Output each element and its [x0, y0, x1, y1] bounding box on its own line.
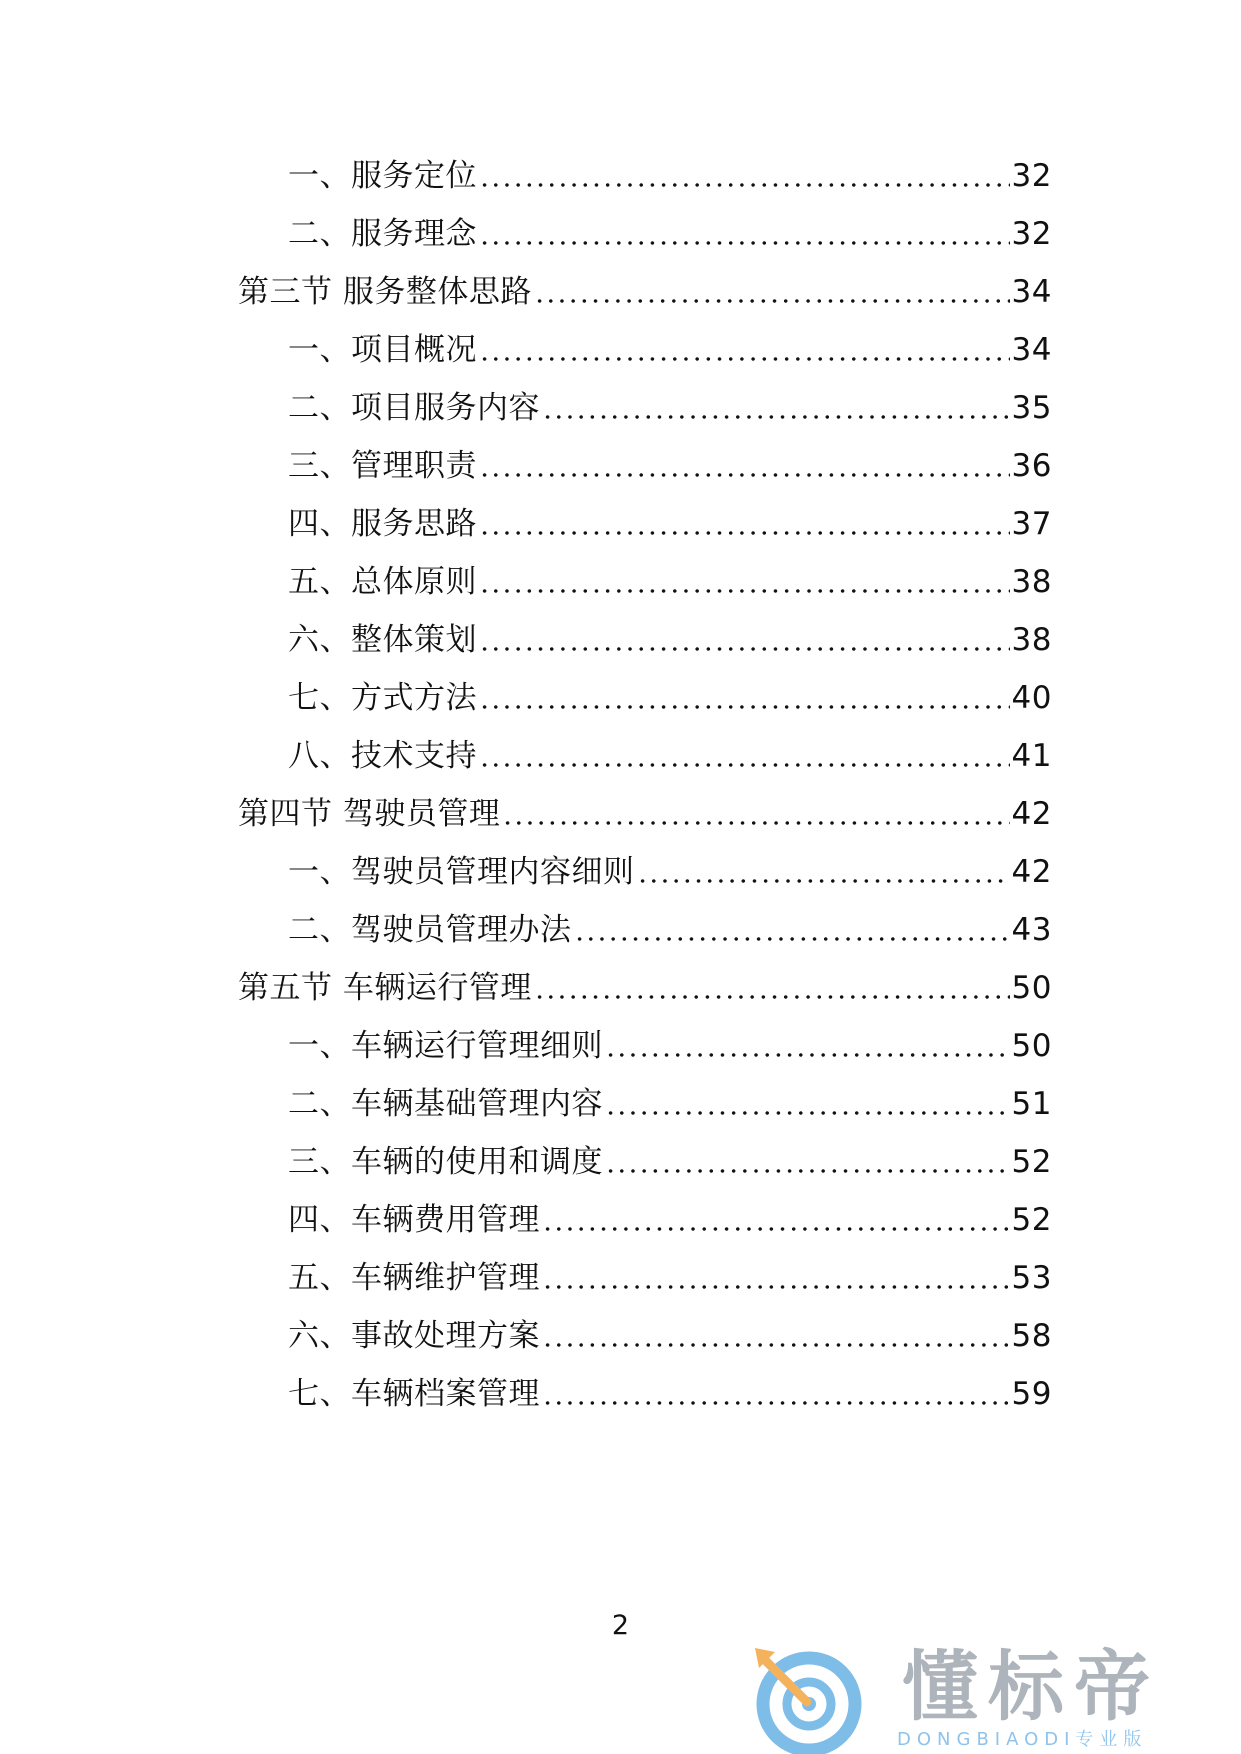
toc-dot-leader: [479, 241, 1010, 245]
toc-page-number: 51: [1011, 1086, 1052, 1122]
toc-page-number: 37: [1011, 506, 1052, 542]
toc-dot-leader: [542, 415, 1010, 419]
toc-dot-leader: [479, 589, 1010, 593]
toc-dot-leader: [479, 647, 1010, 651]
toc-entry-title: 六、事故处理方案: [288, 1318, 540, 1354]
toc-entry[interactable]: [288, 1308, 1052, 1356]
toc-entry-title: 一、车辆运行管理细则: [288, 1028, 603, 1064]
toc-entry[interactable]: [288, 438, 1052, 486]
toc-dot-leader: [574, 937, 1010, 941]
toc-entry-title: 二、服务理念: [288, 216, 477, 252]
toc-entry-title: 六、整体策划: [288, 622, 477, 658]
toc-dot-leader: [605, 1111, 1010, 1115]
toc-dot-leader: [605, 1053, 1010, 1057]
toc-page-number: 32: [1011, 158, 1052, 194]
toc-page-number: 42: [1011, 854, 1052, 890]
toc-page-number: 50: [1011, 1028, 1052, 1064]
toc-dot-leader: [479, 357, 1010, 361]
toc-entry-title: 第五节 车辆运行管理: [238, 970, 532, 1006]
toc-entry[interactable]: [288, 844, 1052, 892]
toc-section-entry[interactable]: [238, 264, 1052, 312]
toc-page-number: 38: [1011, 564, 1052, 600]
toc-entry-title: 五、车辆维护管理: [288, 1260, 540, 1296]
toc-entry[interactable]: [288, 1018, 1052, 1066]
toc-entry-title: 一、驾驶员管理内容细则: [288, 854, 635, 890]
toc-page-number: 35: [1011, 390, 1052, 426]
toc-entry[interactable]: [288, 1250, 1052, 1298]
toc-page-number: 34: [1011, 274, 1052, 310]
toc-entry[interactable]: [288, 1076, 1052, 1124]
toc-entry[interactable]: [288, 206, 1052, 254]
toc-entry[interactable]: [288, 670, 1052, 718]
toc-page-number: 40: [1011, 680, 1052, 716]
toc-page-number: 34: [1011, 332, 1052, 368]
toc-entry[interactable]: [288, 554, 1052, 602]
watermark: [745, 1640, 1241, 1754]
toc-entry[interactable]: [288, 1192, 1052, 1240]
watermark-brand: 懂标帝: [902, 1642, 1160, 1731]
toc-entry-title: 第四节 驾驶员管理: [238, 796, 501, 832]
toc-dot-leader: [502, 821, 1009, 825]
watermark-subtitle: DONGBIAODI专业版: [897, 1729, 1148, 1750]
toc-dot-leader: [542, 1401, 1010, 1405]
toc-dot-leader: [479, 763, 1010, 767]
target-arrow-icon: [745, 1640, 875, 1754]
toc-section-entry[interactable]: [238, 960, 1052, 1008]
toc-entry[interactable]: [288, 902, 1052, 950]
toc-entry-title: 第三节 服务整体思路: [238, 274, 532, 310]
toc-entry[interactable]: [288, 496, 1052, 544]
toc-entry[interactable]: [288, 148, 1052, 196]
toc-entry[interactable]: [288, 380, 1052, 428]
toc-page-number: 58: [1011, 1318, 1052, 1354]
toc-dot-leader: [534, 995, 1010, 999]
toc-dot-leader: [542, 1227, 1010, 1231]
toc-entry-title: 二、驾驶员管理办法: [288, 912, 572, 948]
toc-page-number: 59: [1011, 1376, 1052, 1412]
toc-page-number: 36: [1011, 448, 1052, 484]
toc-page-number: 43: [1011, 912, 1052, 948]
toc-entry-title: 七、方式方法: [288, 680, 477, 716]
toc-entry-title: 四、服务思路: [288, 506, 477, 542]
toc-entry-title: 一、项目概况: [288, 332, 477, 368]
toc-dot-leader: [542, 1343, 1010, 1347]
toc-dot-leader: [534, 299, 1010, 303]
toc-entry-title: 四、车辆费用管理: [288, 1202, 540, 1238]
toc-dot-leader: [542, 1285, 1010, 1289]
toc-section-entry[interactable]: [238, 786, 1052, 834]
toc-page-number: 38: [1011, 622, 1052, 658]
toc-entry[interactable]: [288, 728, 1052, 776]
toc-entry[interactable]: [288, 612, 1052, 660]
toc-entry[interactable]: [288, 322, 1052, 370]
toc-dot-leader: [479, 183, 1010, 187]
toc-page-number: 41: [1011, 738, 1052, 774]
toc-entry[interactable]: [288, 1366, 1052, 1414]
toc-entry-title: 二、车辆基础管理内容: [288, 1086, 603, 1122]
toc-dot-leader: [479, 473, 1010, 477]
toc-entry-title: 八、技术支持: [288, 738, 477, 774]
page-number: 2: [611, 1610, 630, 1641]
toc-page-number: 32: [1011, 216, 1052, 252]
toc-page-number: 52: [1011, 1144, 1052, 1180]
toc-entry-title: 三、车辆的使用和调度: [288, 1144, 603, 1180]
toc-entry-title: 七、车辆档案管理: [288, 1376, 540, 1412]
toc-dot-leader: [605, 1169, 1010, 1173]
toc-entry-title: 二、项目服务内容: [288, 390, 540, 426]
toc-entry[interactable]: [288, 1134, 1052, 1182]
toc-page-number: 52: [1011, 1202, 1052, 1238]
toc-page-number: 50: [1011, 970, 1052, 1006]
toc-page-number: 53: [1011, 1260, 1052, 1296]
toc-dot-leader: [637, 879, 1010, 883]
toc-entry-title: 五、总体原则: [288, 564, 477, 600]
toc-page-number: 42: [1011, 796, 1052, 832]
toc-dot-leader: [479, 705, 1010, 709]
toc-dot-leader: [479, 531, 1010, 535]
toc-entry-title: 一、服务定位: [288, 158, 477, 194]
toc-entry-title: 三、管理职责: [288, 448, 477, 484]
